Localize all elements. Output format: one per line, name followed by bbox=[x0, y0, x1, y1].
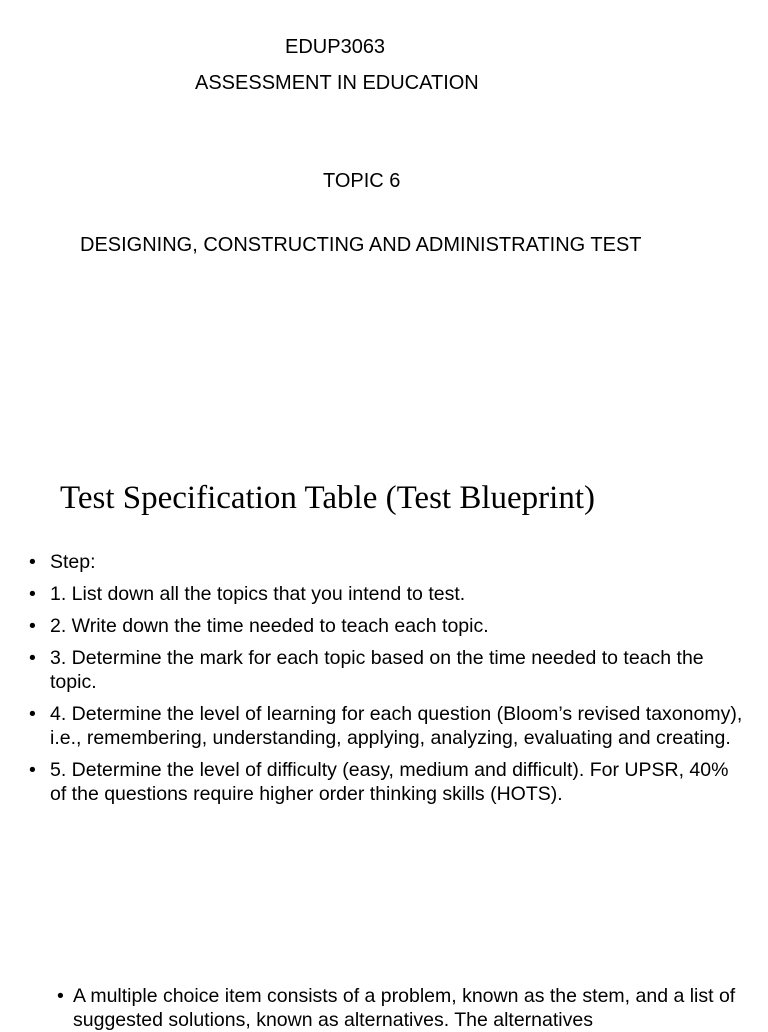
bullet-icon: • bbox=[29, 647, 36, 669]
list-item-text: 5. Determine the level of difficulty (easy, medium and difficult). For UPSR, 40% of the questions require higher order thinking skills (HOTS). bbox=[50, 759, 729, 805]
mcq-slide bbox=[0, 930, 768, 1031]
slide-heading: Test Specification Table (Test Blueprint) bbox=[60, 480, 595, 516]
bullet-icon: • bbox=[29, 703, 36, 725]
list-item bbox=[0, 646, 768, 694]
list-item bbox=[0, 582, 768, 606]
list-item bbox=[0, 550, 768, 574]
list-item-text: 2. Write down the time needed to teach each topic. bbox=[50, 615, 489, 637]
course-title: ASSESSMENT IN EDUCATION bbox=[195, 72, 479, 94]
bullet-icon: • bbox=[29, 583, 36, 605]
bullet-icon: • bbox=[29, 615, 36, 637]
bullet-list bbox=[0, 984, 768, 1032]
list-item bbox=[0, 702, 768, 750]
course-code: EDUP3063 bbox=[285, 36, 386, 58]
bullet-list bbox=[0, 550, 768, 814]
bullet-icon: • bbox=[29, 759, 36, 781]
list-item-text: 4. Determine the level of learning for each question (Bloom’s revised taxonomy), i.e., remembering, understanding, applying, analyzing, evaluating and creating. bbox=[50, 703, 743, 749]
list-item bbox=[0, 614, 768, 638]
blueprint-slide bbox=[0, 440, 768, 930]
topic-title: DESIGNING, CONSTRUCTING AND ADMINISTRATING TEST bbox=[80, 234, 642, 256]
list-item bbox=[0, 984, 768, 1032]
bullet-icon: • bbox=[57, 985, 64, 1007]
topic-number: TOPIC 6 bbox=[323, 170, 401, 192]
list-item-text: 3. Determine the mark for each topic based on the time needed to teach the topic. bbox=[50, 647, 704, 693]
title-slide bbox=[0, 0, 768, 440]
list-item bbox=[0, 758, 768, 806]
list-item-text: A multiple choice item consists of a problem, known as the stem, and a list of suggested solutions, known as alternatives. The alternatives bbox=[73, 985, 736, 1031]
list-item-text: 1. List down all the topics that you intend to test. bbox=[50, 583, 466, 605]
list-item-text: Step: bbox=[50, 551, 96, 573]
bullet-icon: • bbox=[29, 551, 36, 573]
